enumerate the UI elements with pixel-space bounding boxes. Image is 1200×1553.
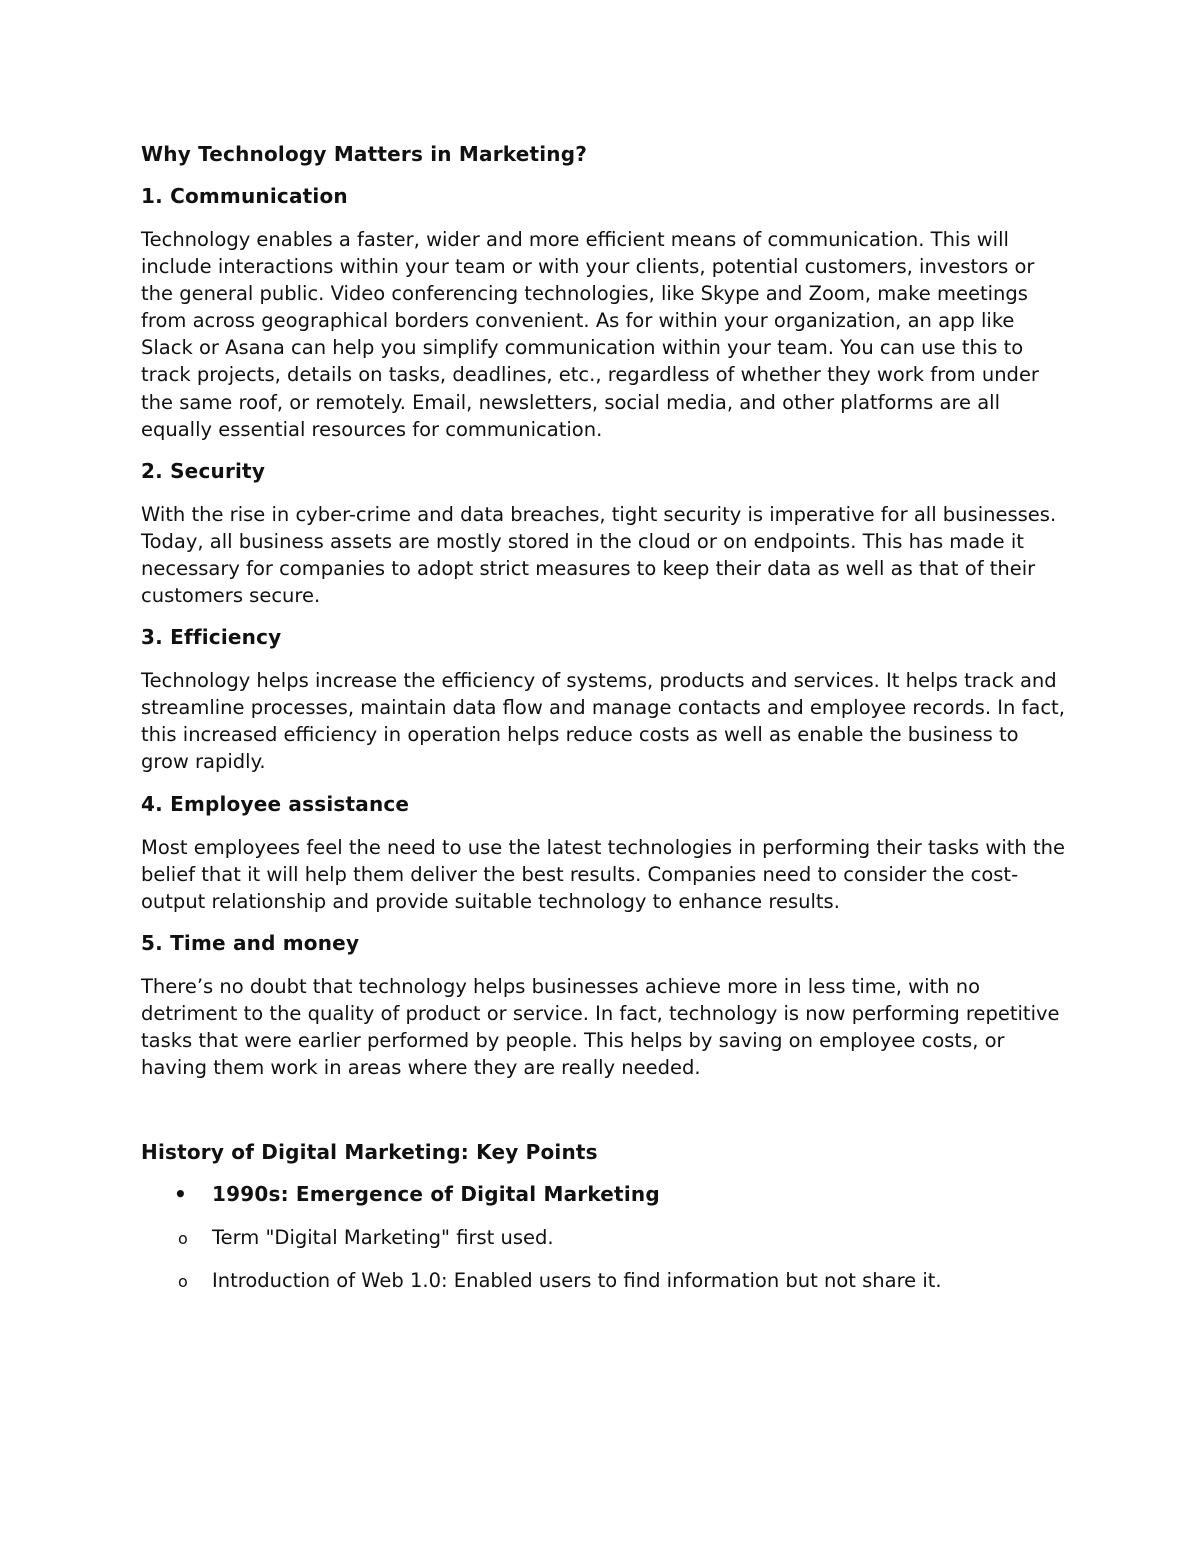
history-subitem-text: Introduction of Web 1.0: Enabled users to find information but not share it. — [212, 1269, 942, 1293]
section-heading-security: 2. Security — [141, 458, 266, 483]
history-heading: History of Digital Marketing: Key Points — [141, 1140, 598, 1165]
document-page — [141, 141, 1066, 1310]
history-sublist — [178, 1224, 1066, 1294]
history-subitem-text: Term "Digital Marketing" first used. — [212, 1226, 554, 1250]
history-list-item — [141, 1181, 1066, 1294]
document-title: Why Technology Matters in Marketing? — [141, 142, 588, 166]
hollow-bullet-icon: o — [178, 1229, 188, 1249]
history-list — [141, 1181, 1066, 1294]
section-body-security: With the rise in cyber-crime and data breaches, tight security is imperative for all businesses. Today, all business assets are mostly stored in the cloud or on endpoints. This has made it necessary for companies to adopt strict measures to keep their data as well as that of their customers secure. — [141, 502, 1057, 608]
history-item-label: 1990s: Emergence of Digital Marketing — [212, 1182, 660, 1207]
bullet-icon: • — [174, 1182, 187, 1207]
section-body-time-and-money: There’s no doubt that technology helps businesses achieve more in less time, with no detriment to the quality of product or service. In fact, technology is now performing repetitive tasks that were earlier performed by people. This helps by saving on employee costs, or having them work in areas where they are really needed. — [141, 974, 1060, 1080]
history-subitem — [178, 1224, 952, 1251]
section-heading-efficiency: 3. Efficiency — [141, 625, 282, 650]
section-body-employee-assistance: Most employees feel the need to use the latest technologies in performing their tasks with the belief that it will help them deliver the best results. Companies need to consider the cost-output relationship and provide suitable technology to enhance results. — [141, 835, 1065, 913]
hollow-bullet-icon: o — [178, 1272, 188, 1292]
section-heading-employee-assistance: 4. Employee assistance — [141, 791, 410, 816]
section-body-efficiency: Technology helps increase the efficiency of systems, products and services. It helps track and streamline processes, maintain data flow and manage contacts and employee records. In fact, this increased efficiency in operation helps reduce costs as well as enable the business to grow rapidly. — [141, 669, 1065, 774]
section-heading-communication: 1. Communication — [141, 184, 348, 208]
history-subitem — [178, 1267, 952, 1294]
section-body-communication: Technology enables a faster, wider and more efficient means of communication. This will include interactions within your team or with your clients, potential customers, investors or the general public. Video conferencing technologies, like Skype and Zoom, make meetings from across geographical borders convenient. As for within your organization, an app like Slack or Asana can help you simplify communication within your team. You can use this to track projects, details on tasks, deadlines, etc., regardless of whether they work from under the same roof, or remotely. Email, newsletters, social media, and other platforms are all equally essential resources for communication. — [141, 228, 1039, 441]
section-heading-time-and-money: 5. Time and money — [141, 930, 360, 955]
